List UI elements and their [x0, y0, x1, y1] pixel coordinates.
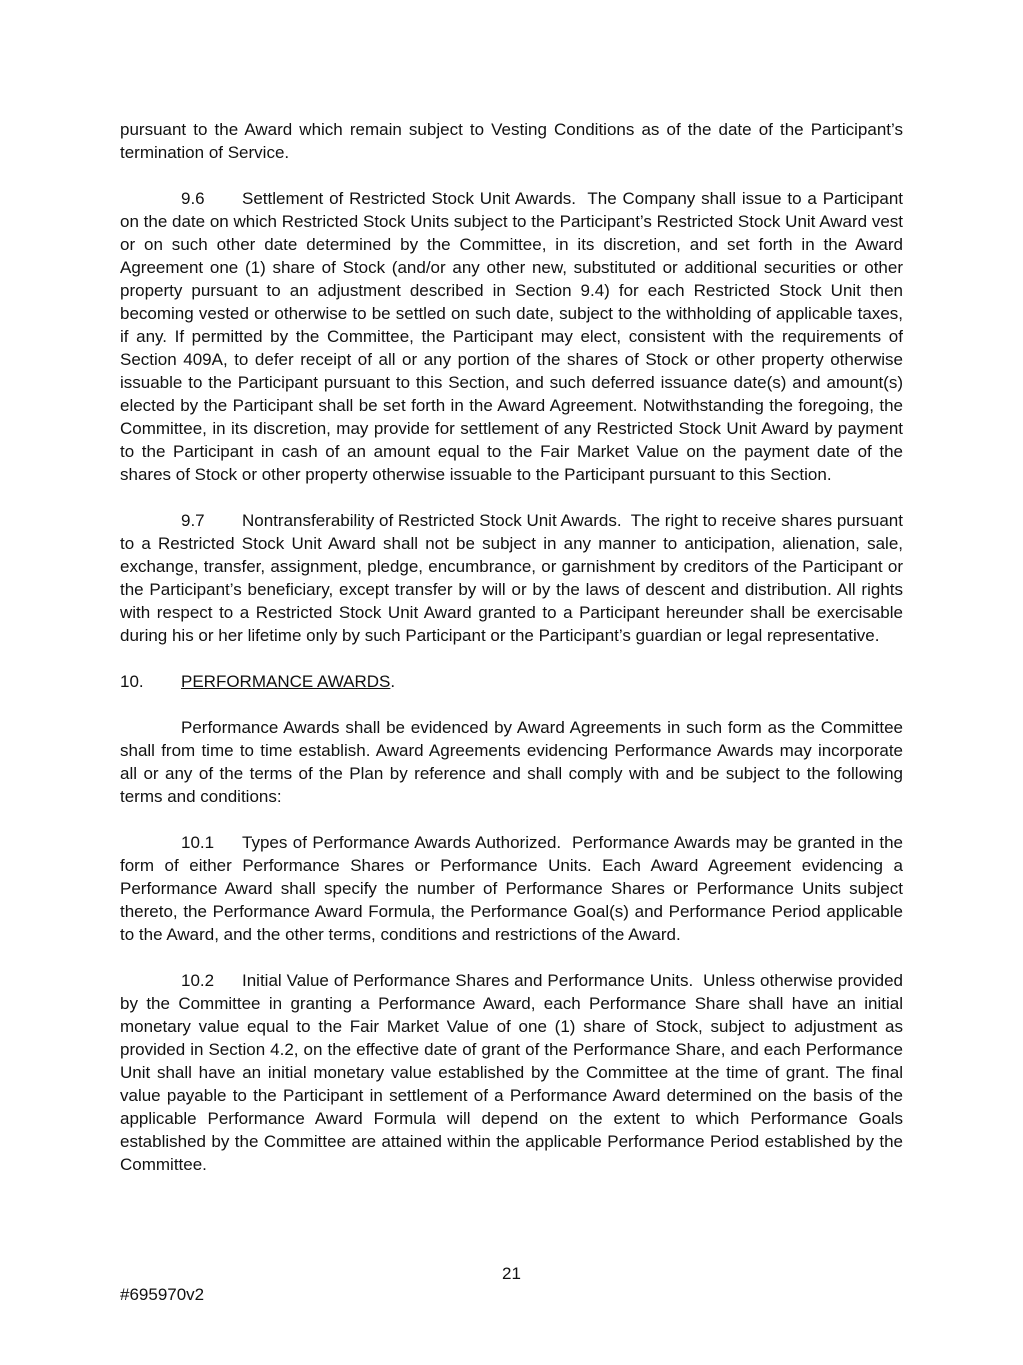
section-10-2	[120, 969, 903, 1176]
section-body: The right to receive shares pursuant to a Restricted Stock Unit Award shall not be subject in any manner to anticipation, alienation, sale, exchange, transfer, assignment, pledge, encumbrance, or garnishment by creditors of the Participant or the Participant’s beneficiary, except transfer by will or by the laws of descent and distribution. All rights with respect to a Restricted Stock Unit Award granted to a Participant hereunder shall be exercisable during his or her lifetime only by such Participant or the Participant’s guardian or legal representative.	[120, 511, 903, 645]
section-title: Types of Performance Awards Authorized.	[242, 833, 562, 852]
section-10-1	[120, 831, 903, 946]
section-9-6	[120, 187, 903, 486]
section-title: Nontransferability of Restricted Stock Unit Awards.	[242, 511, 622, 530]
document-id: #695970v2	[120, 1285, 205, 1304]
section-number: 9.7	[181, 511, 205, 530]
section-number: 10.1	[181, 833, 215, 852]
page-number: 21	[502, 1264, 521, 1283]
section-body: Performance Awards may be granted in the form of either Performance Shares or Performance Units. Each Award Agreement evidencing a Performance Award shall specify the number of Performance Shares or Performance Units subject thereto, the Performance Award Formula, the Performance Goal(s) and Performance Period applicable to the Award, and the other terms, conditions and restrictions of the Award.	[120, 833, 903, 944]
section-title: Initial Value of Performance Shares and Performance Units.	[242, 971, 694, 990]
section-9-7	[120, 509, 903, 647]
section-body: Unless otherwise provided by the Committee in granting a Performance Award, each Performance Share shall have an initial monetary value equal to the Fair Market Value of one (1) share of Stock, subject to adjustment as provided in Section 4.2, on the effective date of grant of the Performance Share, and each Performance Unit shall have an initial monetary value established by the Committee at the time of grant. The final value payable to the Participant in settlement of a Performance Award determined on the basis of the applicable Performance Award Formula will depend on the extent to which Performance Goals established by the Committee are attained within the applicable Performance Period established by the Committee.	[120, 971, 903, 1174]
section-10-intro	[120, 716, 903, 808]
section-body: The Company shall issue to a Participant on the date on which Restricted Stock Units subject to the Participant’s Restricted Stock Unit Award vest or on such other date determined by the Committee, in its discretion, and set forth in the Award Agreement one (1) share of Stock (and/or any other new, substituted or additional securities or other property pursuant to an adjustment described in Section 9.4) for each Restricted Stock Unit then becoming vested or otherwise to be settled on such date, subject to the withholding of applicable taxes, if any. If permitted by the Committee, the Participant may elect, consistent with the requirements of Section 409A, to defer receipt of all or any portion of the shares of Stock or other property otherwise issuable to the Participant pursuant to this Section, and such deferred issuance date(s) and amount(s) elected by the Participant shall be set forth in the Award Agreement. Notwithstanding the foregoing, the Committee, in its discretion, may provide for settlement of any Restricted Stock Unit Award by payment to the Participant in cash of an amount equal to the Fair Market Value on the payment date of the shares of Stock or other property otherwise issuable to the Participant pursuant to this Section.	[120, 189, 904, 484]
document-page	[120, 118, 903, 1176]
paragraph-text: pursuant to the Award which remain subject to Vesting Conditions as of the date of the Participant’s termination of Service.	[120, 120, 903, 162]
section-number: 10.	[120, 672, 144, 691]
section-number: 10.2	[181, 971, 215, 990]
section-10-heading	[120, 670, 903, 693]
section-number: 9.6	[181, 189, 205, 208]
paragraph-continuation	[120, 118, 903, 164]
section-body: Performance Awards shall be evidenced by Award Agreements in such form as the Committee shall from time to time establish. Award Agreements evidencing Performance Awards may incorporate all or any of the terms of the Plan by reference and shall comply with and be subject to the following terms and conditions:	[120, 718, 903, 806]
section-heading: PERFORMANCE AWARDS	[181, 672, 391, 691]
section-title: Settlement of Restricted Stock Unit Awards.	[242, 189, 577, 208]
heading-period: .	[390, 672, 396, 691]
